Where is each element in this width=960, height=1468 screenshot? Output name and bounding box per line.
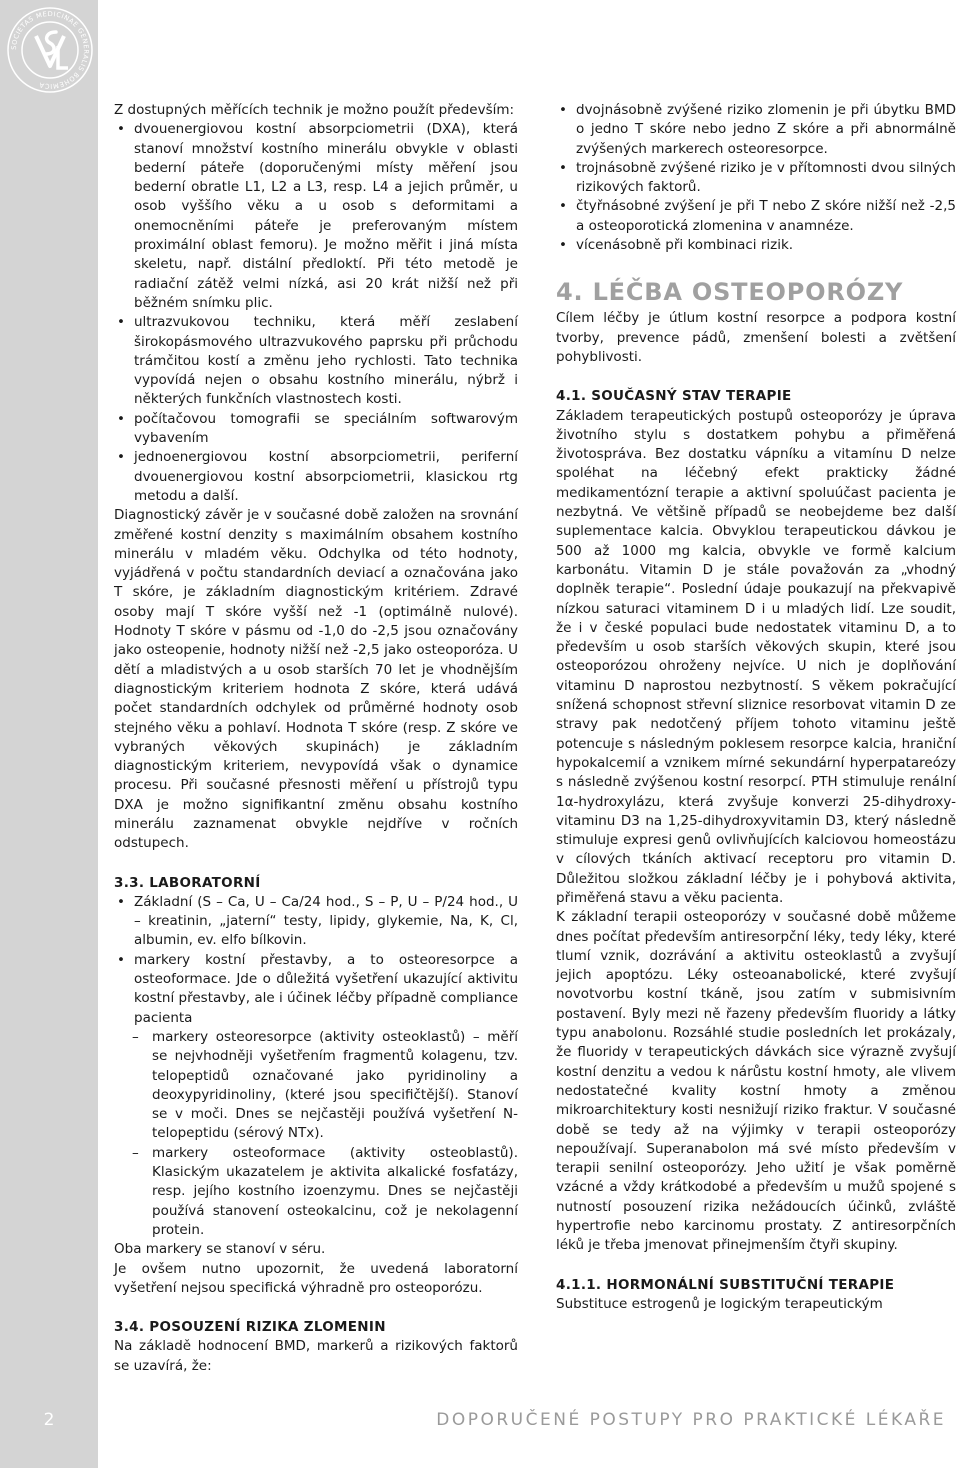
risk-heading: 3.4. POSOUZENÍ RIZIKA ZLOMENIN: [114, 1319, 386, 1336]
methods-intro: Z dostupných měřících technik je možno použít především:: [114, 102, 515, 118]
left-column: [114, 101, 518, 1376]
logo-ring-text: SOCIETAS MEDICINAE GENERALIS BOHEMICA: [9, 9, 91, 91]
list-item: • dvojnásobně zvýšené riziko zlomenin je při úbytku BMD o jedno T skóre nebo jedno Z skóre a při abnormálně zvýšených markerech osteoresorpce.: [556, 101, 956, 159]
methods-list: [114, 120, 518, 506]
page-sidebar: [0, 0, 98, 1468]
list-item: • trojnásobně zvýšené riziko je v přítomnosti dvou silných rizikových faktorů.: [556, 159, 956, 198]
hrt-heading: 4.1.1. HORMONÁLNÍ SUBSTITUČNÍ TERAPIE: [556, 1276, 895, 1293]
lab-heading: 3.3. LABORATORNÍ: [114, 874, 261, 891]
list-item-text: markery kostní přestavby, a to osteoresorpce a osteoformace. Jde o důležitá vyšetření ukazující aktivitu kostní přestavby, ale i účinek léčby případně compliance pacienta: [134, 951, 518, 1026]
list-item: • Základní (S – Ca, U – Ca/24 hod., S – P, U – P/24 hod., U – kreatinin, „jaterní“ testy, lipidy, glykemie, Na, K, Cl, albumin, ev. elfo bílkovin.: [114, 893, 518, 951]
list-item: • čtyřnásobné zvýšení je při T nebo Z skóre nižší než -2,5 a osteoporotická zlomenina v anamnéze.: [556, 197, 956, 236]
risk-list: [556, 101, 956, 255]
current-state-paragraph-2: K základní terapii osteoporózy v současné době můžeme dnes počítat především antiresorpční léky, tedy léky, které tlumí vznik, dozrávání a aktivitu osteoklastů a zvyšují jejich apoptózu. Léky osteoanabolické, které zvyšují novotvorbu kostní tkáně, jsou zatím v submisivním postavení. Byly mezi ně řazeny především fluoridy a látky typu anabolonu. Rozsáhlé studie posledních let prokázaly, že fluoridy v terapeutických dávkách sice výrazně zvyšují kostní denzitu a vedou k nárůstu kostní hmoty, ale vlivem nedostatečné kvality kostní hmoty a změnou mikroarchitektury kosti nesnižují riziko fraktur. V současné době se tedy až na výjimky v terapii osteoporózy nepoužívají. Superanabolon má své místo především v terapii senilní osteoporózy. Jeho užití je však poměrně vzácné a vždy krátkodobé a především u mužů spojené s nutností posouzení rizika nežádoucích účinků, zvláště hypertrofie nebo karcinomu prostaty. Z antiresorpčních léků je třeba jmenovat přinejmenším čtyři skupiny.: [556, 909, 956, 1254]
list-item: [114, 951, 518, 1028]
risk-paragraph: Na základě hodnocení BMD, markerů a rizikových faktorů se uzavírá, že:: [114, 1338, 518, 1374]
treatment-intro: Cílem léčby je útlum kostní resorpce a podpora kostní tvorby, prevence pádů, zmenšení bolesti a zvětšení pohyblivosti.: [556, 310, 956, 365]
page-number: 2: [43, 1410, 55, 1430]
marker-list: [114, 1028, 518, 1240]
right-column: [556, 101, 956, 1314]
list-item: • dvouenergiovou kostní absorpciometrii (DXA), která stanoví množství kostního minerálu obvykle v oblasti bederní páteře (doporučenými místy měření jsou bederní obratle L1, L2 a L3, resp. L4 a jejich průměr, u osob vyššího věku a u osob s deformitami a onemocněními páteře je preferovaným místem proximální oblast femoru). Je možno měřit i jiná místa skeletu, např. distální předloktí. Při této metodě je radiační zátěž velmi nízká, asi 20 krát nižší než při běžném snímku plic.: [114, 120, 518, 313]
list-item: • ultrazvukovou techniku, která měří zeslabení širokopásmového ultrazvukového paprsku při průchodu trámčitou kostí a změnu jeho rychlosti. Tato technika vypovídá nejen o obsahu kostního minerálu, nýbrž i některých funkčních vlastnostech kosti.: [114, 313, 518, 409]
treatment-heading: 4. LÉČBA OSTEOPORÓZY: [556, 278, 904, 307]
current-state-heading: 4.1. SOUČASNÝ STAV TERAPIE: [556, 388, 792, 405]
hrt-paragraph: Substituce estrogenů je logickým terapeutickým: [556, 1295, 883, 1312]
markers-note-text: Je ovšem nutno upozornit, že uvedená laboratorní vyšetření nejsou specifická výhradně pro osteoporózu.: [114, 1260, 518, 1296]
list-item: • počítačovou tomografii se speciálním softwarovým vybavením: [114, 410, 518, 449]
lab-list: [114, 893, 518, 1028]
list-item: • vícenásobně při kombinaci rizik.: [556, 236, 956, 255]
diagnosis-paragraph: Diagnostický závěr je v současné době založen na srovnání změřené kostní denzity s maximálním obsahem kostního minerálu v mladém věku. Odchylka od této hodnoty, vyjádřená v počtu standardních deviací a označována jako T skóre, je základním diagnostickým kritériem. Zdravé osoby mají T skóre vyšší než -1 (optimálně nulové). Hodnoty T skóre v pásmu od -1,0 do -2,5 jsou označovány jako osteopenie, hodnoty nižší než -2,5 jako osteoporóza. U dětí a mladistvých a u osob starších 70 let je vhodnějším diagnostickým kriteriem hodnota Z skóre, která udává počet standardních odchylek od průměrné hodnoty osob stejného věku a pohlaví. Hodnota T skóre (resp. Z skóre ve vybraných věkových skupinách) je základním diagnostickým kriteriem, nevypovídá však o dynamice procesu. Při současné přesnosti měření u přístrojů typu DXA je možno signifikantní změnu obsahu kostního minerálu zaznamenat obvykle nejdříve v ročních odstupech.: [114, 507, 518, 852]
current-state-paragraph-1: Základem terapeutických postupů osteoporózy je úprava životního stylu s dostatkem pohybu a přiměřená životospráva. Bez dostatku vápníku a vitamínu D nelze spoléhat na léčebný efekt prakticky žádné medikamentózní terapie a aktivní spoluúčast pacienta je nezbytná. Ve většině případů se neobejdeme bez další suplementace kalcia. Obvyklou terapeutickou dávkou je 500 až 1000 mg kalcia, obvykle ve formě kalcium karbonátu. Vitamin D je stále považován za „vhodný doplněk terapie“. Poslední údaje poukazují na překvapivě nízkou saturaci vitaminem D i u mladých lidí. Lze soudit, že i v české populaci bude nedostatek vitaminu D, a to především u osob starších věkových skupin, které jsou osteoporózou ohroženy nejvíce. U nich je doplňování vitaminu D naprostou nezbytností. S věkem pokračující snížená schopnost střevní sliznice resorbovat vitamin D ze stravy pak nedotčený příjem tohoto vitaminu ještě potencuje s následným poklesem resorpce kalcia, hraniční hypokalcemií a vznikem mírné sekundární hyperpatareózy s následně zvýšenou kostní resorpcí. PTH stimuluje renální 1α-hydroxylázu, která zvyšuje konverzi 25-dihydroxy-vitaminu D3 na 1,25-dihydroxyvitamin D3, který následně stimuluje expresi genů ovlivňujících kalciovou homeostázu v cílových tkáních aktivací receptoru pro vitamin D. Důležitou složkou základní léčby je i pohybová aktivita, přiměřená stavu a věku pacienta.: [556, 407, 956, 906]
footer-title: DOPORUČENÉ POSTUPY PRO PRAKTICKÉ LÉKAŘE: [436, 1410, 946, 1430]
markers-serum-text: Oba markery se stanoví v séru.: [114, 1241, 326, 1258]
list-item: – markery osteoresorpce (aktivity osteoklastů) – měří se nejvhodněji vyšetřením fragmentů kolagenu, tzv. telopeptidů označované jako pyridinoliny a deoxypyridinoliny, (které jsou specifičtější). Stanoví se v moči. Dnes se nejčastěji používá vyšetření N-telopeptidu (sérový NTx).: [114, 1028, 518, 1144]
list-item: – markery osteoformace (aktivity osteoblastů). Klasickým ukazatelem je aktivita alkalické fosfatázy, resp. jejího kostního izoenzymu. Dnes se nejčastěji používá stanovení osteokalcinu, což je nekolagenní protein.: [114, 1144, 518, 1240]
society-logo-icon: [6, 6, 94, 94]
list-item: • jednoenergiovou kostní absorpciometrii, periferní dvouenergiovou kostní absorpciometrii, klasickou rtg metodu a další.: [114, 448, 518, 506]
